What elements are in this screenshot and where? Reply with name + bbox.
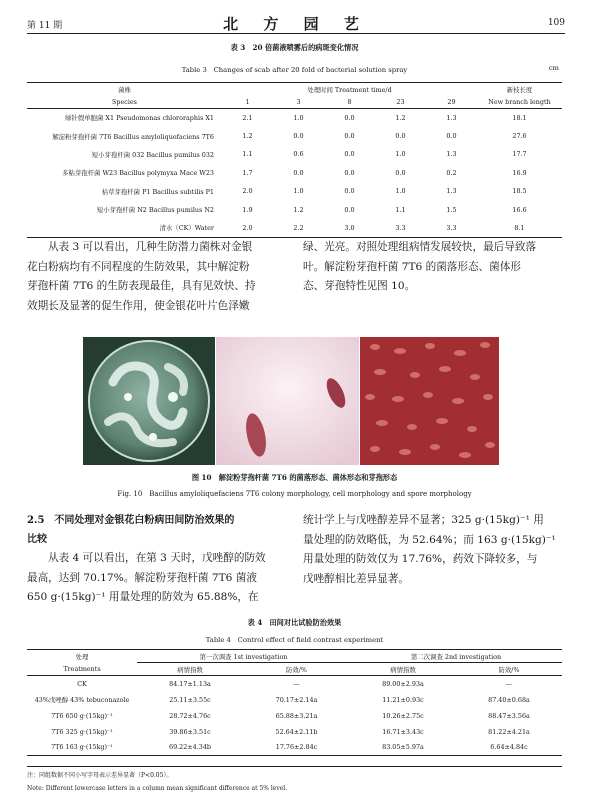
value-cell: 83.05±5.97a <box>382 743 424 752</box>
scab-value-cell: 2.2 <box>293 223 304 232</box>
heading-line: 2.5 不同处理对金银花白粉病田间防治效果的 <box>27 515 235 526</box>
value-cell: 25.11±3.55c <box>169 695 211 704</box>
scab-value-cell: 0.2 <box>446 168 457 177</box>
value-cell: 39.86±3.51c <box>169 727 211 736</box>
table-row <box>27 164 562 182</box>
text-line: 绿、光亮。对照处理组病情发展较快，最后导致落 <box>303 241 537 253</box>
table-row <box>27 182 562 200</box>
scab-value-cell: 1.2 <box>395 113 406 122</box>
paragraph-right <box>303 238 562 297</box>
issue-number: 第 11 期 <box>27 21 63 31</box>
table-row <box>27 127 562 145</box>
scab-value-cell: 1.1 <box>395 205 406 214</box>
scab-value-cell: 3.3 <box>395 223 406 232</box>
heading-line: 比较 <box>27 534 47 545</box>
header-day: 1 <box>245 97 250 106</box>
branch-length-cell: 16.9 <box>512 168 527 177</box>
text-line: 从表 4 可以看出，在第 3 天时，戊唑醇的防效 <box>48 552 266 564</box>
branch-length-cell: 8.1 <box>514 223 525 232</box>
table-row <box>27 724 562 740</box>
scab-value-cell: 0.0 <box>293 168 304 177</box>
scab-value-cell: 2.0 <box>242 223 253 232</box>
value-cell: 6.64±4.84c <box>490 743 528 752</box>
header-disease-index: 病情指数 <box>177 665 203 674</box>
table4-title-cn: 表 4 田间对比试验防治效果 <box>247 618 342 627</box>
header-day: 8 <box>347 97 352 106</box>
treatment-cell: CK <box>77 679 87 688</box>
scab-value-cell: 0.0 <box>344 168 355 177</box>
table-row <box>27 219 562 237</box>
header-treatment-en: Treatments <box>63 664 101 673</box>
scab-value-cell: 0.0 <box>344 187 355 196</box>
table-row <box>27 692 562 708</box>
page-number: 109 <box>547 18 565 28</box>
scab-value-cell: 1.5 <box>446 205 457 214</box>
species-cell: 多粘芽孢杆菌 W23 Bacillus polymyxa Mace W23 <box>62 169 214 178</box>
text-line: 花白粉病均有不同程度的生防效果，其中解淀粉 <box>27 260 250 273</box>
figure10-caption-en: Fig. 10 Bacillus amyloliquefaciens 7T6 colony morphology, cell morphology and spore morphology <box>117 490 472 498</box>
treatment-cell: 7T6 163 g·(15kg)⁻¹ <box>51 743 113 752</box>
value-cell: 69.22±4.34b <box>169 743 211 752</box>
header-branch-cn: 新枝长度 <box>506 85 533 94</box>
table-row <box>27 740 562 756</box>
scab-value-cell: 0.0 <box>395 168 406 177</box>
value-cell: 10.26±2.75c <box>382 711 424 720</box>
text-line: 650 g·(15kg)⁻¹ 用量处理的防效为 65.88%，在 <box>27 591 259 604</box>
header-species-cn: 菌株 <box>118 85 131 94</box>
scab-value-cell: 1.3 <box>446 113 457 122</box>
header-day: 3 <box>296 97 301 106</box>
paragraph-left <box>27 238 279 316</box>
scab-value-cell: 2.1 <box>242 113 253 122</box>
colony-photo <box>83 337 215 465</box>
table3-title-cn: 表 3 20 倍菌液喷雾后的病斑变化情况 <box>230 43 359 52</box>
scab-value-cell: 0.0 <box>344 113 355 122</box>
cell-photo <box>216 337 359 465</box>
text-line: 用量处理的防效仅为 17.76%，药效下降较多，与 <box>303 553 538 566</box>
value-cell: 89.00±2.93a <box>382 679 424 688</box>
journal-title: 北 方 园 艺 <box>223 15 369 33</box>
scab-value-cell: 1.2 <box>293 205 304 214</box>
table4-note-cn: 注：同组数据不同小写字母表示差异显著（P<0.05）。 <box>27 772 173 779</box>
header-treatment-cn: 处理 <box>75 652 89 661</box>
table4-note-en: Note: Different lowercase letters in a column mean significant difference at 5% level. <box>27 785 288 792</box>
scab-value-cell: 1.1 <box>242 150 253 159</box>
header-treatment-time: 处理时间 Treatment time/d <box>307 85 392 94</box>
header-disease-index: 病情指数 <box>390 665 416 674</box>
header-species-en: Species <box>112 97 137 106</box>
table-row <box>27 200 562 218</box>
header-second-investigation: 第二次调查 2nd investigation <box>350 650 562 663</box>
scab-value-cell: 0.6 <box>293 150 304 159</box>
section-body-left <box>27 549 282 608</box>
scab-value-cell: 1.0 <box>395 150 406 159</box>
branch-length-cell: 16.6 <box>512 205 527 214</box>
value-cell: 81.22±4.21a <box>488 727 530 736</box>
header-rule <box>27 33 565 34</box>
scab-value-cell: 0.0 <box>446 132 457 141</box>
species-cell: 清水（CK）Water <box>159 224 214 233</box>
section-heading <box>27 511 282 549</box>
treatment-cell: 43%戊唑醇 43% tebuconazole <box>34 696 130 704</box>
table3 <box>27 82 562 238</box>
scab-value-cell: 0.0 <box>344 132 355 141</box>
branch-length-cell: 18.1 <box>512 113 527 122</box>
value-cell: 84.17±1.13a <box>169 679 211 688</box>
scab-value-cell: 0.0 <box>344 150 355 159</box>
scab-value-cell: 1.3 <box>446 187 457 196</box>
species-cell: 短小芽孢杆菌 N2 Bacillus pumilus N2 <box>96 206 214 215</box>
figure10-caption-cn: 图 10 解淀粉芽孢杆菌 7T6 的菌落形态、菌体形态和芽孢形态 <box>191 473 398 482</box>
scab-value-cell: 1.0 <box>293 113 304 122</box>
branch-length-cell: 17.7 <box>512 150 527 159</box>
species-cell: 短小芽孢杆菌 032 Bacillus pumilus 032 <box>91 150 214 159</box>
value-cell: 88.47±3.56a <box>488 711 530 720</box>
value-cell: 87.40±0.68a <box>488 695 530 704</box>
header-control-effect: 防效/% <box>285 665 307 674</box>
spore-photo <box>360 337 499 465</box>
treatment-cell: 7T6 325 g·(15kg)⁻¹ <box>51 727 113 736</box>
value-cell: 16.71±3.43c <box>382 727 424 736</box>
text-line: 从表 3 可以看出，几种生防潜力菌株对金银 <box>48 241 253 253</box>
value-cell: 65.88±3.21a <box>275 711 318 720</box>
table-row <box>27 708 562 724</box>
branch-length-cell: 27.6 <box>512 132 527 141</box>
scab-value-cell: 0.0 <box>395 132 406 141</box>
table-row <box>27 676 562 692</box>
header-first-investigation: 第一次调查 1st investigation <box>137 650 350 663</box>
species-cell: 绿针假单胞菌 X1 Pseudomonas chlororaphis X1 <box>65 114 214 123</box>
scab-value-cell: 2.0 <box>242 187 253 196</box>
scab-value-cell: 1.9 <box>242 205 253 214</box>
scab-value-cell: 1.0 <box>293 187 304 196</box>
scab-value-cell: 3.0 <box>344 223 355 232</box>
header-day: 23 <box>396 97 405 106</box>
table3-title-en: Table 3 Changes of scab after 20 fold of bacterial solution spray <box>181 66 408 74</box>
text-line: 最高，达到 70.17%。解淀粉芽孢杆菌 7T6 菌液 <box>27 571 257 584</box>
table3-unit: cm <box>548 64 559 72</box>
table-row <box>27 109 562 127</box>
table-row <box>27 145 562 163</box>
value-cell: — <box>505 679 513 688</box>
table4 <box>27 649 562 756</box>
scab-value-cell: 3.3 <box>446 223 457 232</box>
text-line: 统计学上与戊唑醇差异不显著；325 g·(15kg)⁻¹ 用 <box>303 514 544 526</box>
scab-value-cell: 1.3 <box>446 150 457 159</box>
value-cell: 70.17±2.14a <box>275 695 318 704</box>
value-cell: 11.21±0.93c <box>382 695 424 704</box>
value-cell: 17.76±2.84c <box>275 743 318 752</box>
treatment-cell: 7T6 650 g·(15kg)⁻¹ <box>51 711 113 720</box>
scab-value-cell: 0.0 <box>344 205 355 214</box>
running-header <box>27 12 565 34</box>
text-line: 态、芽孢特性见图 10。 <box>303 280 416 293</box>
notes-rule <box>27 766 562 767</box>
scab-value-cell: 1.2 <box>242 132 253 141</box>
scab-value-cell: 1.7 <box>242 168 253 177</box>
header-branch-en: New branch length <box>488 97 551 106</box>
species-cell: 枯草芽孢杆菌 P1 Bacillus subtilis P1 <box>101 187 214 196</box>
value-cell: 28.72±4.76c <box>169 711 211 720</box>
scab-value-cell: 0.0 <box>293 132 304 141</box>
header-day: 29 <box>447 97 456 106</box>
value-cell: — <box>293 679 300 688</box>
text-line: 戊唑醇相比差异显著。 <box>303 572 409 585</box>
scab-value-cell: 1.0 <box>395 187 406 196</box>
figure10-photos <box>83 337 499 465</box>
section-body-right <box>303 511 562 589</box>
branch-length-cell: 18.5 <box>512 187 527 196</box>
species-cell: 解淀粉芽孢杆菌 7T6 Bacillus amyloliquefaciens 7T6 <box>52 132 214 141</box>
table4-title-en: Table 4 Control effect of field contrast experiment <box>205 636 384 644</box>
text-line: 叶。解淀粉芽孢杆菌 7T6 的菌落形态、菌体形 <box>303 260 521 273</box>
header-control-effect: 防效/% <box>498 665 520 674</box>
value-cell: 52.64±2.11b <box>275 727 318 736</box>
text-line: 芽孢杆菌 7T6 的生防表现最佳，具有见效快、持 <box>27 280 256 293</box>
text-line: 效期长及显著的促生作用，使金银花叶片色泽嫩 <box>27 299 250 312</box>
text-line: 量处理的防效略低，为 52.64%；而 163 g·(15kg)⁻¹ <box>303 533 556 546</box>
